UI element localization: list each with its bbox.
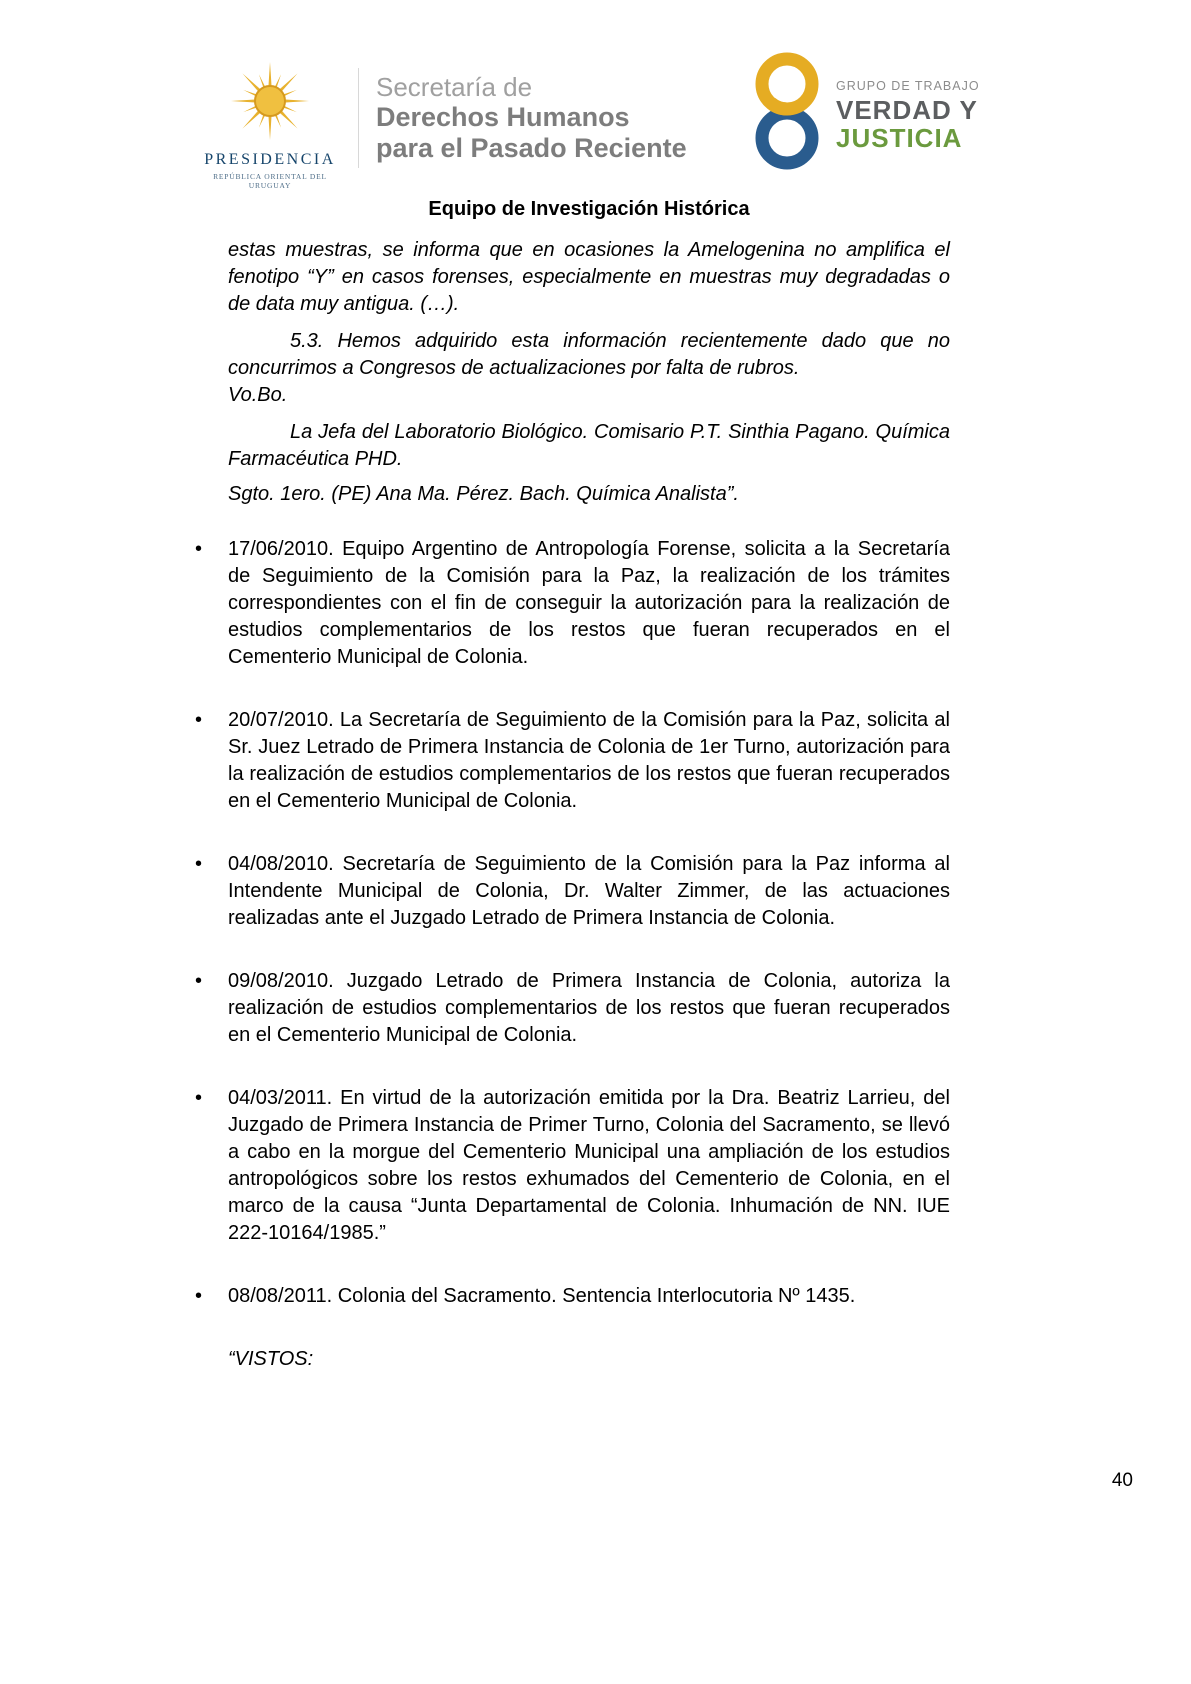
secretaria-wordmark bbox=[376, 72, 687, 164]
quoted-report-block bbox=[228, 237, 950, 508]
verdad-label: VERDAD Y bbox=[836, 95, 978, 125]
grupo-trabajo-wordmark bbox=[836, 50, 980, 152]
list-item: • 08/08/2011. Colonia del Sacramento. Sentencia Interlocutoria Nº 1435. bbox=[228, 1283, 950, 1310]
interlocked-rings-icon bbox=[752, 50, 822, 176]
grupo-trabajo-label: GRUPO DE TRABAJO bbox=[836, 79, 980, 93]
document-header bbox=[0, 50, 1191, 190]
secretaria-line3: para el Pasado Reciente bbox=[376, 133, 687, 163]
list-item: • 04/08/2010. Secretaría de Seguimiento de la Comisión para la Paz informa al Intendente Municipal de Colonia, Dr. Walter Zimmer, de las actuaciones realizadas ante el Juzgado Letrado de Primera Instancia de Colonia. bbox=[228, 851, 950, 932]
quote-paragraph: estas muestras, se informa que en ocasiones la Amelogenina no amplifica el fenotipo “Y” en casos forenses, especialmente en muestras muy degradadas o de data muy antigua. (…). bbox=[228, 239, 950, 315]
sun-icon bbox=[222, 58, 318, 144]
quote-paragraph: 5.3. Hemos adquirido esta información recientemente dado que no concurrimos a Congresos de actualizaciones por falta de rubros. bbox=[228, 330, 950, 379]
list-item: • 20/07/2010. La Secretaría de Seguimiento de la Comisión para la Paz, solicita al Sr. Juez Letrado de Primera Instancia de Colonia de 1er Turno, autorización para la realización de estudios complementarios de los restos que fueran recuperados en el Cementerio Municipal de Colonia. bbox=[228, 707, 950, 815]
header-divider bbox=[358, 68, 359, 168]
vistos-heading: “VISTOS: bbox=[228, 1348, 314, 1370]
list-item: • 04/03/2011. En virtud de la autorización emitida por la Dra. Beatriz Larrieu, del Juzgado de Primera Instancia de Primer Turno, Colonia del Sacramento, se llevó a cabo en la morgue del Cementerio Municipal una ampliación de los estudios antropológicos sobre los restos exhumados del Cementerio de Colonia, en el marco de la causa “Junta Departamental de Colonia. Inhumación de NN. IUE 222-10164/1985.” bbox=[228, 1085, 950, 1247]
secretaria-line2: Derechos Humanos bbox=[376, 102, 630, 132]
chronology-list bbox=[228, 536, 950, 1310]
list-item: • 09/08/2010. Juzgado Letrado de Primera Instancia de Colonia, autoriza la realización de estudios complementarios de los restos que fueran recuperados en el Cementerio Municipal de Colonia. bbox=[228, 968, 950, 1049]
presidencia-label: PRESIDENCIA bbox=[204, 151, 336, 168]
justicia-label: JUSTICIA bbox=[836, 123, 963, 153]
quote-paragraph: La Jefa del Laboratorio Biológico. Comisario P.T. Sinthia Pagano. Química Farmacéutica PHD. bbox=[228, 421, 950, 470]
page-number: 40 bbox=[1111, 1470, 1133, 1491]
quote-paragraph: Sgto. 1ero. (PE) Ana Ma. Pérez. Bach. Química Analista”. bbox=[228, 483, 739, 505]
document-body bbox=[228, 196, 950, 1373]
page-title: Equipo de Investigación Histórica bbox=[428, 198, 750, 220]
secretaria-line1: Secretaría de bbox=[376, 72, 533, 102]
list-item: • 17/06/2010. Equipo Argentino de Antropología Forense, solicita a la Secretaría de Seguimiento de la Comisión para la Paz, la realización de los trámites correspondientes con el fin de conseguir la autorización para la realización de estudios complementarios de los restos que fueran recuperados en el Cementerio Municipal de Colonia. bbox=[228, 536, 950, 671]
presidencia-logo bbox=[192, 58, 348, 190]
quote-paragraph: Vo.Bo. bbox=[228, 384, 288, 406]
presidencia-subtitle: REPÚBLICA ORIENTAL DEL URUGUAY bbox=[213, 172, 327, 190]
verdad-justicia-logo bbox=[752, 50, 980, 176]
